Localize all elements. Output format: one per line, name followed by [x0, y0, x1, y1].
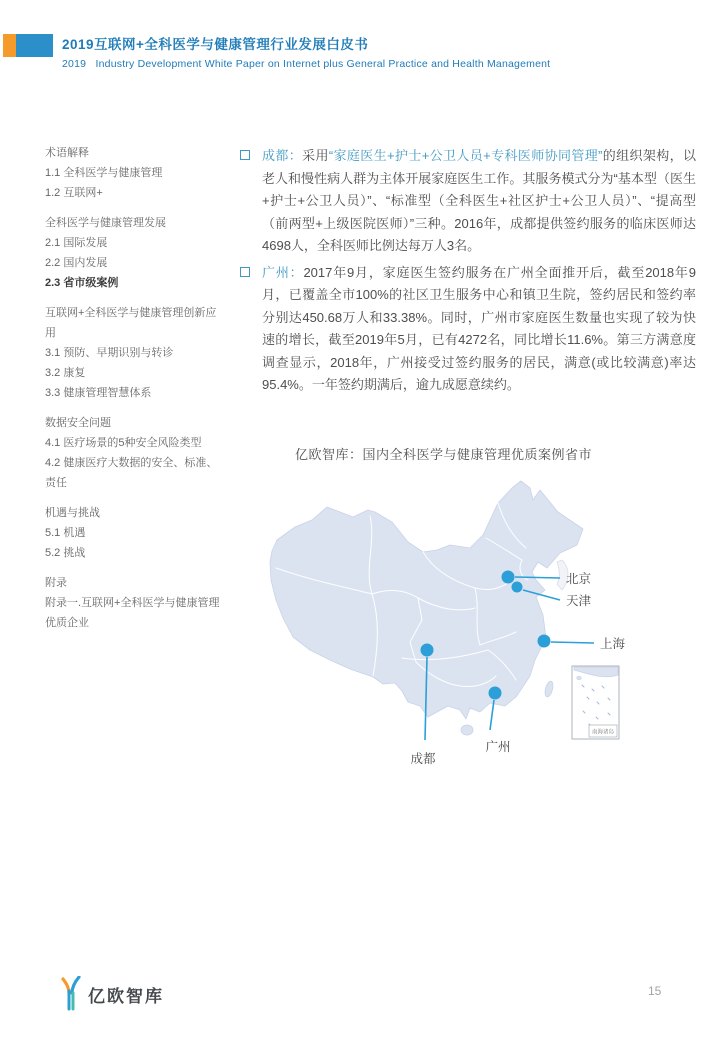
header-blue-block — [16, 34, 53, 57]
report-title-en: 2019 Industry Development White Paper on Internet plus General Practice and Health Management — [62, 58, 551, 70]
case-text-segment: 成都： — [262, 148, 303, 163]
toc-item: 互联网+全科医学与健康管理创新应用 — [45, 307, 217, 339]
toc-item: 1.2 互联网+ — [45, 187, 103, 199]
footer-logo — [58, 976, 164, 1012]
china-map-figure — [260, 480, 630, 780]
toc-group — [45, 573, 221, 633]
city-label-beijing: 北京 — [566, 572, 592, 586]
toc-item: 3.2 康复 — [45, 367, 86, 379]
case-paragraph — [262, 262, 696, 397]
toc-group — [45, 413, 221, 493]
toc-group — [45, 503, 221, 563]
case-paragraph — [262, 145, 696, 258]
footer-logo-text: 亿欧智库 — [88, 986, 164, 1006]
city-callout-line-beijing — [515, 577, 560, 578]
city-label-guangzhou: 广州 — [485, 740, 511, 754]
toc-item: 4.2 健康医疗大数据的安全、标准、责任 — [45, 457, 218, 489]
toc-item: 2.1 国际发展 — [45, 237, 108, 249]
toc-item: 全科医学与健康管理发展 — [45, 217, 166, 229]
toc-group — [45, 143, 221, 203]
bullet-square-icon — [240, 267, 250, 277]
inset-label: 南海诸岛 — [591, 729, 615, 736]
case-text-segment: 广州： — [262, 264, 304, 280]
china-map-svg — [260, 480, 630, 780]
toc-item: 5.2 挑战 — [45, 547, 86, 559]
hainan-island — [461, 725, 473, 735]
city-label-tianjin: 天津 — [566, 594, 592, 608]
bullet-square-icon — [240, 150, 250, 160]
city-dot-tianjin — [512, 582, 523, 593]
case-text-segment: 采用 — [302, 148, 329, 163]
header-orange-block — [3, 34, 16, 57]
city-label-shanghai: 上海 — [600, 637, 626, 651]
sidebar-toc — [45, 143, 221, 643]
toc-item: 附录一.互联网+全科医学与健康管理优质企业 — [45, 597, 220, 629]
city-callout-line-shanghai — [551, 642, 594, 643]
city-label-chengdu: 成都 — [410, 752, 436, 766]
figure-title: 亿欧智库：国内全科医学与健康管理优质案例省市 — [295, 447, 593, 462]
case-paragraphs — [240, 145, 696, 401]
toc-group — [45, 303, 221, 403]
toc-item: 5.1 机遇 — [45, 527, 86, 539]
case-bullet-item — [240, 145, 696, 258]
toc-item: 4.1 医疗场景的5种安全风险类型 — [45, 437, 202, 449]
report-title-zh: 2019互联网+全科医学与健康管理行业发展白皮书 — [62, 37, 369, 52]
case-text-segment: 的组织架构，以老人和慢性病人群为主体开展家庭医生工作。其服务模式分为“基本型（医生+护士+公卫人员）”、“标准型（全科医生+社区护士+公卫人员）”、“提高型（前两型+上级医院医师）”三种。2016年，成都提供签约服务的临床医师达4698人，全科医师比例达每万人3名。 — [262, 148, 696, 253]
taiwan-island — [544, 680, 555, 697]
yiou-logo-icon — [58, 976, 84, 1012]
city-dot-chengdu — [421, 644, 434, 657]
toc-item: 2.2 国内发展 — [45, 257, 108, 269]
toc-item: 术语解释 — [45, 147, 89, 159]
city-dot-shanghai — [538, 635, 551, 648]
city-dot-beijing — [502, 571, 515, 584]
toc-item: 3.1 预防、早期识别与转诊 — [45, 347, 174, 359]
toc-item: 1.1 全科医学与健康管理 — [45, 167, 163, 179]
south-sea-inset — [572, 666, 619, 739]
toc-group — [45, 213, 221, 293]
page-number: 15 — [648, 984, 662, 998]
toc-item: 3.3 健康管理智慧体系 — [45, 387, 152, 399]
toc-item: 附录 — [45, 577, 67, 589]
city-dot-guangzhou — [489, 687, 502, 700]
case-text-segment: “家庭医生+护士+公卫人员+专科医师协同管理” — [328, 148, 603, 163]
city-callout-line-guangzhou — [490, 700, 494, 730]
toc-item: 2.3 省市级案例 — [45, 277, 119, 289]
toc-item: 机遇与挑战 — [45, 507, 100, 519]
case-text-segment: 2017年9月，家庭医生签约服务在广州全面推开后，截至2018年9月，已覆盖全市100%的社区卫生服务中心和镇卫生院，签约居民和签约率分别达450.68万人和33.38%。同时，广州市家庭医生数量也实现了较为快速的增长，截至2019年5月，已有4272名，同比增长11.6%。第三方满意度调查显示，2018年，广州接受过签约服务的居民，满意(或比较满意)率达95.4%。一年签约期满后，逾九成愿意续约。 — [262, 264, 696, 392]
case-bullet-item — [240, 262, 696, 397]
toc-item: 数据安全问题 — [45, 417, 111, 429]
